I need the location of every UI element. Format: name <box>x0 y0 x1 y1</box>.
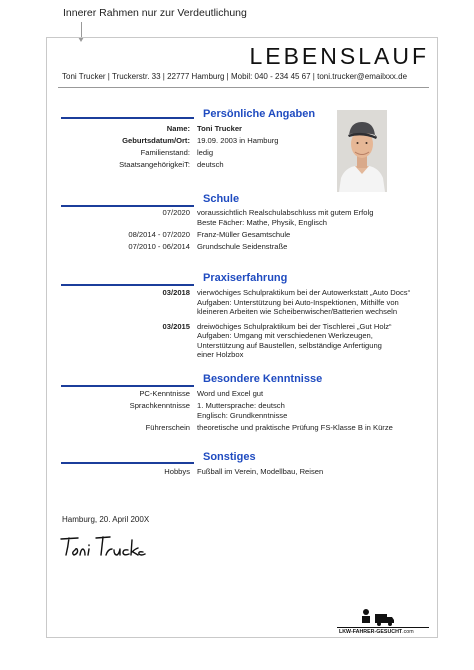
contact-divider <box>58 87 429 88</box>
place-date: Hamburg, 20. April 200X <box>62 515 150 524</box>
other-row <box>58 467 438 477</box>
row-label: Name: <box>166 124 190 133</box>
contact-line: Toni Trucker | Truckerstr. 33 | 22777 Hamburg | Mobil: 040 - 234 45 67 | toni.trucker@emailxxx.de <box>62 72 408 81</box>
row-value: ledig <box>197 148 214 157</box>
row-value: 19.09. 2003 in Hamburg <box>197 136 279 145</box>
skills-row <box>58 389 438 399</box>
logo-name: LKW-FAHRER-GESUCHT <box>339 629 403 635</box>
section-heading-personal: Persönliche Angaben <box>203 108 316 120</box>
row-line: Word und Excel gut <box>197 389 264 398</box>
row-value: deutsch <box>197 160 224 169</box>
section-rule-practice <box>61 284 194 286</box>
row-line: theoretische und praktische Prüfung FS-Klasse B in Kürze <box>197 422 393 432</box>
row-value <box>197 288 431 317</box>
page-title: LEBENSLAUF <box>249 43 429 69</box>
row-label: Hobbys <box>164 467 190 476</box>
skills-row <box>58 423 438 433</box>
row-line: kleineren Arbeiten wie Scheibenwischer/Batterien wechseln <box>197 307 398 316</box>
signature <box>58 533 148 559</box>
section-heading-skills: Besondere Kenntnisse <box>203 373 323 385</box>
row-label: 03/2018 <box>162 288 190 297</box>
row-line: einer Holzbox <box>197 350 244 359</box>
row-value <box>197 467 431 477</box>
logo-suffix: .com <box>402 629 414 635</box>
school-rows <box>58 208 438 254</box>
section-rule-school <box>61 205 194 207</box>
school-row <box>58 208 438 227</box>
section-rule-other <box>61 462 194 464</box>
row-value <box>197 322 431 360</box>
row-label: PC-Kenntnisse <box>139 389 190 398</box>
row-label: Führerschein <box>145 422 190 432</box>
row-label: 07/2020 <box>162 208 190 217</box>
logo-wordmark <box>339 629 414 635</box>
row-line: vierwöchiges Schulpraktikum bei der Autowerkstatt „Auto Docs“ <box>197 288 411 297</box>
frame-note: Innerer Rahmen nur zur Verdeutlichung <box>63 7 247 19</box>
other-rows <box>58 467 438 479</box>
practice-row <box>58 288 438 317</box>
row-value <box>197 208 431 227</box>
row-value <box>197 423 431 433</box>
row-value: Toni Trucker <box>197 124 243 133</box>
skills-rows <box>58 389 438 435</box>
row-label: StaatsangehörigkeiT: <box>119 160 190 169</box>
row-value <box>197 389 431 399</box>
row-value <box>197 401 431 420</box>
row-line: Beste Fächer: Mathe, Physik, Englisch <box>197 217 327 227</box>
row-line: dreiwöchiges Schulpraktikum bei der Tischlerei „Gut Holz“ <box>197 321 392 331</box>
profile-photo <box>337 110 387 192</box>
row-line: voraussichtlich Realschulabschluss mit gutem Erfolg <box>197 208 374 217</box>
section-rule-skills <box>61 385 194 387</box>
school-row <box>58 242 438 252</box>
row-value <box>197 230 431 240</box>
skills-row <box>58 401 438 420</box>
row-line: 1. Muttersprache: deutsch <box>197 401 285 410</box>
row-line: Franz-Müller Gesamtschule <box>197 229 291 239</box>
row-line: Unterstützung auf Baustellen, selbständige Anfertigung <box>197 340 382 350</box>
practice-rows <box>58 288 438 362</box>
row-line: Englisch: Grundkenntnisse <box>197 410 288 420</box>
row-line: Aufgaben: Unterstützung bei Auto-Inspektionen, Mithilfe von <box>197 297 399 307</box>
row-label: Geburtsdatum/Ort: <box>122 136 190 145</box>
section-rule-personal <box>61 117 194 119</box>
section-heading-other: Sonstiges <box>203 451 256 463</box>
row-label: 07/2010 - 06/2014 <box>128 241 190 251</box>
row-label: 08/2014 - 07/2020 <box>128 229 190 239</box>
row-label: 03/2015 <box>162 321 190 331</box>
row-line: Fußball im Verein, Modellbau, Reisen <box>197 467 324 476</box>
school-row <box>58 230 438 240</box>
row-value <box>197 242 431 252</box>
row-line: Grundschule Seidenstraße <box>197 241 288 251</box>
row-label: Sprachkenntnisse <box>129 401 190 410</box>
practice-row <box>58 322 438 360</box>
section-heading-school: Schule <box>203 193 240 205</box>
section-heading-practice: Praxiserfahrung <box>203 272 288 284</box>
row-label: Familienstand: <box>140 148 190 157</box>
person-photo-icon <box>337 110 387 192</box>
row-line: Aufgaben: Umgang mit verschiedenen Werkzeugen, <box>197 331 373 340</box>
